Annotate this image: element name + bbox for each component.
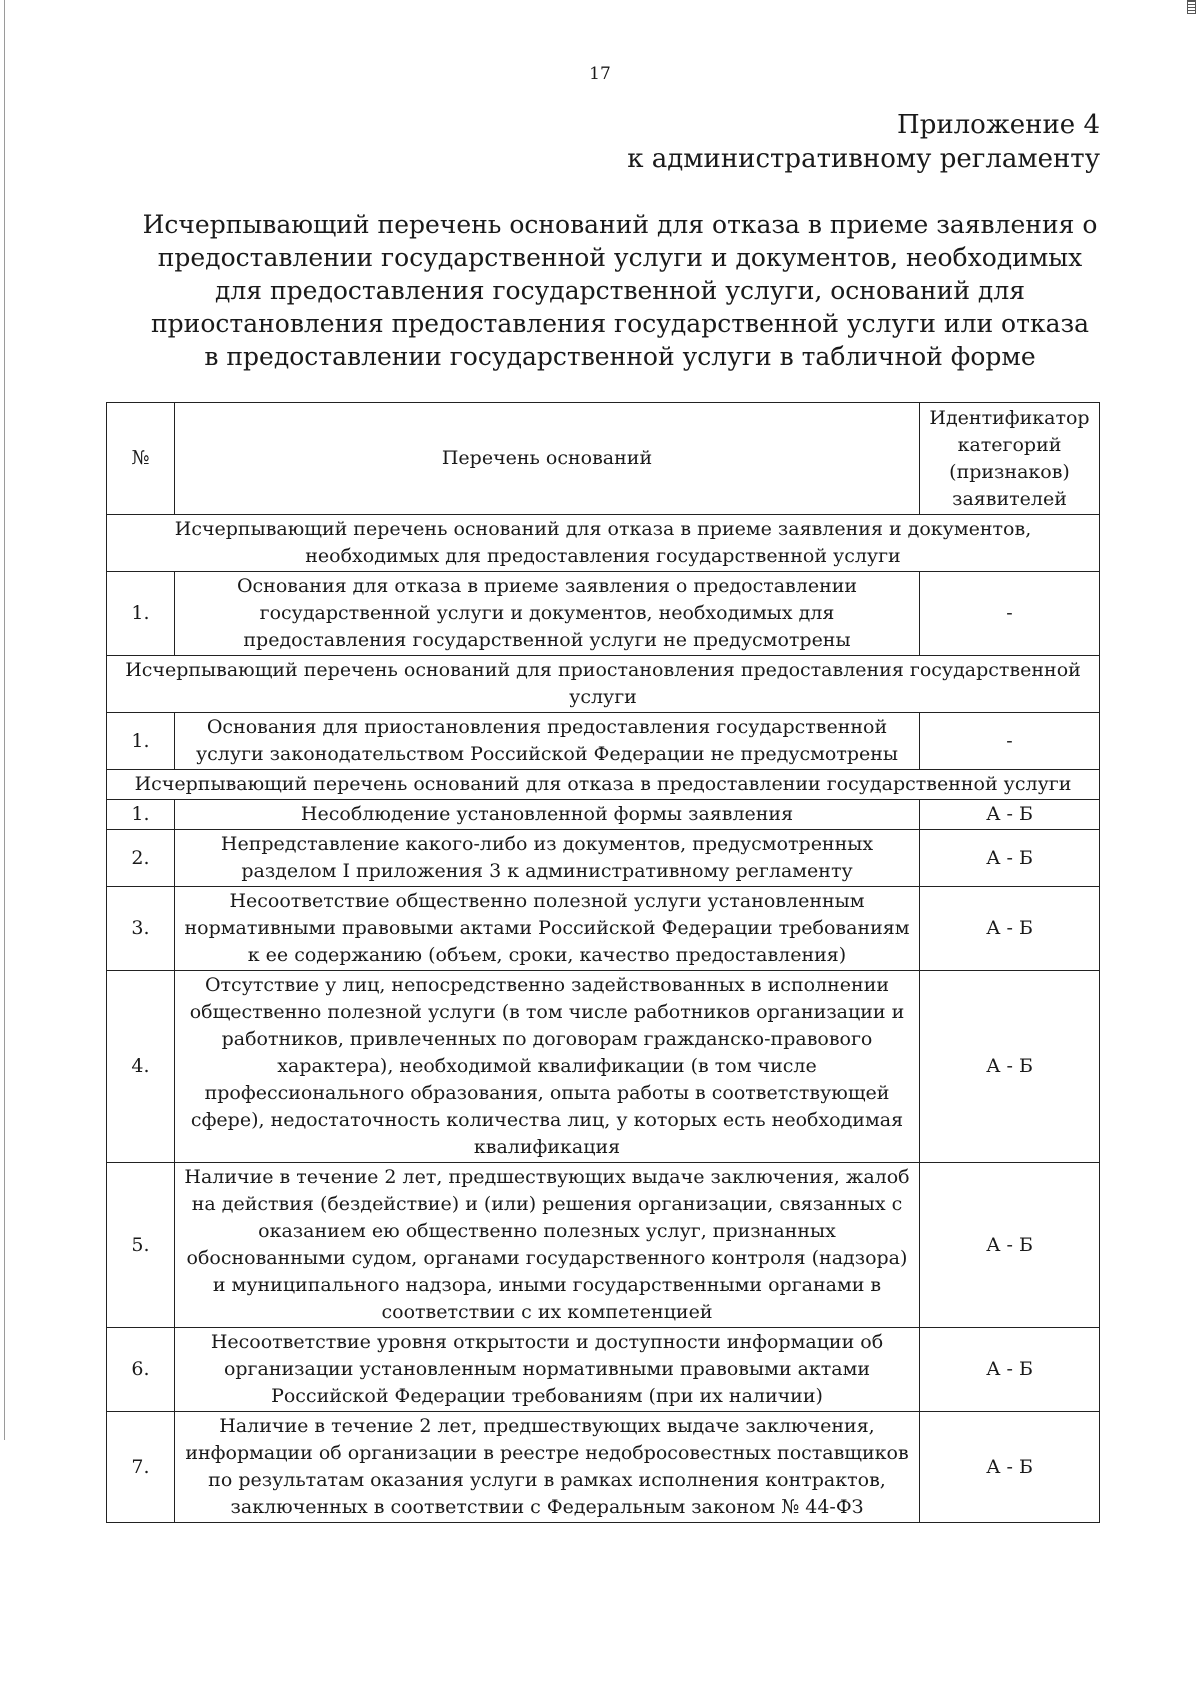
row-number: 7. <box>107 1412 175 1523</box>
table-row <box>107 830 1100 887</box>
header-identifier: Идентификатор категорий (признаков) заявителей <box>920 403 1100 515</box>
row-identifier: А - Б <box>920 1412 1100 1523</box>
section-row <box>107 656 1100 713</box>
grounds-table <box>106 402 1100 1523</box>
row-text: Несоответствие общественно полезной услуги установленным нормативными правовыми актами Российской Федерации требованиям к ее содержанию (объем, сроки, качество предоставления) <box>175 887 920 971</box>
row-identifier: А - Б <box>920 971 1100 1163</box>
section-title: Исчерпывающий перечень оснований для отказа в предоставлении государственной услуги <box>107 770 1100 800</box>
scan-edge-line <box>4 0 5 1440</box>
row-text: Основания для отказа в приеме заявления о предоставлении государственной услуги и документов, необходимых для предоставления государственной услуги не предусмотрены <box>175 572 920 656</box>
row-number: 1. <box>107 713 175 770</box>
row-identifier: А - Б <box>920 800 1100 830</box>
annex-header <box>627 108 1100 176</box>
row-number: 1. <box>107 800 175 830</box>
row-number: 2. <box>107 830 175 887</box>
table-row <box>107 1163 1100 1328</box>
table-row <box>107 713 1100 770</box>
section-row <box>107 515 1100 572</box>
table-row <box>107 971 1100 1163</box>
row-number: 5. <box>107 1163 175 1328</box>
row-text: Основания для приостановления предоставления государственной услуги законодательством Российской Федерации не предусмотрены <box>175 713 920 770</box>
header-grounds: Перечень оснований <box>175 403 920 515</box>
section-title: Исчерпывающий перечень оснований для отказа в приеме заявления и документов, необходимых для предоставления государственной услуги <box>107 515 1100 572</box>
row-number: 3. <box>107 887 175 971</box>
scan-corner-mark <box>1187 0 1196 14</box>
row-text: Отсутствие у лиц, непосредственно задействованных в исполнении общественно полезной услуги (в том числе работников организации и работников, привлеченных по договорам гражданско-правового характера), необходимой квалификации (в том числе профессионального образования, опыта работы в соответствующей сфере), недостаточность количества лиц, у которых есть необходимая квалификация <box>175 971 920 1163</box>
table-row <box>107 1328 1100 1412</box>
annex-title: Приложение 4 <box>897 110 1100 140</box>
row-text: Несоблюдение установленной формы заявления <box>175 800 920 830</box>
table-row <box>107 887 1100 971</box>
row-identifier: А - Б <box>920 1163 1100 1328</box>
table-row <box>107 800 1100 830</box>
row-number: 6. <box>107 1328 175 1412</box>
row-identifier: - <box>920 713 1100 770</box>
page-number: 17 <box>589 64 611 84</box>
row-text: Наличие в течение 2 лет, предшествующих выдаче заключения, информации об организации в реестре недобросовестных поставщиков по результатам оказания услуги в рамках исполнения контрактов, заключенных в соответствии с Федеральным законом № 44-ФЗ <box>175 1412 920 1523</box>
table-header-row <box>107 403 1100 515</box>
row-text: Несоответствие уровня открытости и доступности информации об организации установленным нормативными правовыми актами Российской Федерации требованиям (при их наличии) <box>175 1328 920 1412</box>
section-title: Исчерпывающий перечень оснований для приостановления предоставления государственной услуги <box>107 656 1100 713</box>
row-identifier: - <box>920 572 1100 656</box>
document-title: Исчерпывающий перечень оснований для отказа в приеме заявления о предоставлении государственной услуги и документов, необходимых для предоставления государственной услуги, оснований для приостановления предоставления государственной услуги или отказа в предоставлении государственной услуги в табличной форме <box>142 210 1098 371</box>
table-row <box>107 1412 1100 1523</box>
row-number: 4. <box>107 971 175 1163</box>
row-text: Наличие в течение 2 лет, предшествующих выдаче заключения, жалоб на действия (бездействие) и (или) решения организации, связанных с оказанием ею общественно полезных услуг, признанных обоснованными судом, органами государственного контроля (надзора) и муниципального надзора, иными государственными органами в соответствии с их компетенцией <box>175 1163 920 1328</box>
section-row <box>107 770 1100 800</box>
row-text: Непредставление какого-либо из документов, предусмотренных разделом I приложения 3 к административному регламенту <box>175 830 920 887</box>
annex-subtitle: к административному регламенту <box>627 144 1100 174</box>
row-identifier: А - Б <box>920 830 1100 887</box>
row-number: 1. <box>107 572 175 656</box>
header-number: № <box>107 403 175 515</box>
row-identifier: А - Б <box>920 887 1100 971</box>
row-identifier: А - Б <box>920 1328 1100 1412</box>
table-row <box>107 572 1100 656</box>
